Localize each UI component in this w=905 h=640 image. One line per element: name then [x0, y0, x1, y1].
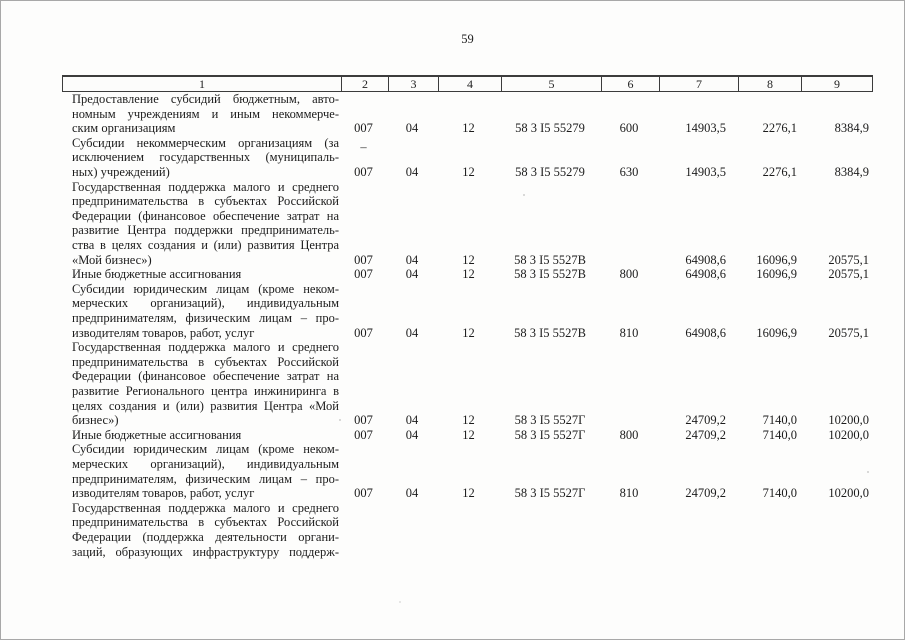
- scan-speck: [523, 194, 525, 196]
- header-cell-9: 9: [801, 77, 872, 91]
- description-line: предпринимателям, физическим лицам – про-: [72, 310, 339, 325]
- header-cell-2: 2: [341, 77, 388, 91]
- description-line: Федерации (финансовое обеспечение затрат на: [72, 369, 339, 384]
- cell-col-4: 12: [462, 325, 475, 340]
- description-line: целях создания и (или) развития Центра «Мой: [72, 398, 339, 413]
- cell-col-6: 810: [619, 325, 639, 340]
- row-description: [72, 282, 339, 340]
- table-row: [62, 267, 873, 282]
- cell-col-7: 14903,5: [685, 121, 726, 136]
- description-line: Субсидии некоммерческим организациям (за: [72, 135, 339, 150]
- cell-col-7: 64908,6: [685, 325, 726, 340]
- row-description: [72, 180, 339, 268]
- table-row: [62, 282, 873, 340]
- cell-col-7: 24709,2: [685, 413, 726, 428]
- cell-col-6: 810: [619, 486, 639, 501]
- scan-speck: [399, 601, 401, 603]
- table-row: [62, 340, 873, 428]
- cell-col-8: 7140,0: [762, 427, 797, 442]
- description-line: Государственная поддержка малого и среднего: [72, 179, 339, 194]
- description-line: ных) учреждений): [72, 164, 170, 179]
- cell-col-6: 630: [619, 165, 639, 179]
- description-line: развитие Центра поддержки предприниматель-: [72, 223, 339, 238]
- row-description: [72, 340, 339, 428]
- cell-col-2: 007: [354, 267, 373, 282]
- description-line: изводителям товаров, работ, услуг: [72, 486, 255, 501]
- cell-col-8: 2276,1: [762, 121, 797, 136]
- cell-col-5: 58 3 I5 5527Г: [514, 413, 586, 428]
- row-description: [72, 442, 339, 500]
- cell-col-9: 20575,1: [828, 325, 869, 340]
- cell-col-9: 20575,1: [828, 267, 869, 282]
- cell-col-5: 58 3 I5 5527В: [514, 252, 586, 267]
- cell-col-9: 8384,9: [834, 121, 869, 136]
- cell-col-4: 12: [462, 165, 475, 179]
- description-line: Иные бюджетные ассигнования: [72, 427, 242, 442]
- cell-col-2: 007: [354, 165, 373, 179]
- cell-col-3: 04: [405, 325, 419, 340]
- cell-col-9: 10200,0: [828, 427, 869, 442]
- cell-col-4: 12: [462, 486, 475, 501]
- row-description: [72, 428, 339, 443]
- cell-col-3: 04: [405, 486, 419, 501]
- cell-col-9: 10200,0: [828, 413, 869, 428]
- description-line: предпринимательства в субъектах Российской: [72, 354, 339, 369]
- description-line: мерческих организаций), индивидуальным: [72, 296, 339, 311]
- cell-col-3: 04: [405, 267, 419, 282]
- cell-col-2: 007: [354, 325, 373, 340]
- description-line: предпринимательства в субъектах Российской: [72, 515, 339, 530]
- cell-col-4: 12: [462, 267, 475, 282]
- description-line: предпринимателям, физическим лицам – про-: [72, 471, 339, 486]
- cell-col-8: 2276,1: [762, 165, 797, 179]
- header-cell-1: 1: [199, 77, 205, 91]
- description-line: исключением государственных (муниципаль-: [72, 150, 339, 165]
- scan-speck: [867, 471, 869, 473]
- table-row: [62, 180, 873, 268]
- header-cell-5: 5: [501, 77, 601, 91]
- header-cell-8: 8: [738, 77, 801, 91]
- cell-col-7: 24709,2: [685, 427, 726, 442]
- cell-col-9: 20575,1: [828, 252, 869, 267]
- row-description: [72, 92, 339, 136]
- cell-col-4: 12: [462, 121, 475, 136]
- description-line: Государственная поддержка малого и среднего: [72, 500, 339, 515]
- cell-col-6: 800: [619, 427, 639, 442]
- description-line: Иные бюджетные ассигнования: [72, 267, 242, 282]
- cell-col-7: 64908,6: [685, 252, 726, 267]
- cell-col-8: 16096,9: [756, 267, 797, 282]
- table-row: [62, 92, 873, 136]
- description-line: заций, образующих инфраструктуру поддерж-: [72, 544, 339, 559]
- cell-col-7: 14903,5: [685, 165, 726, 179]
- table-row: [62, 501, 873, 559]
- cell-col-3: 04: [405, 121, 419, 136]
- row-description: [72, 267, 339, 282]
- cell-col-4: 12: [462, 252, 475, 267]
- cell-col-2: 007: [354, 427, 373, 442]
- description-line: Субсидии юридическим лицам (кроме неком-: [72, 442, 339, 457]
- header-cell-7: 7: [659, 77, 738, 91]
- cell-col-2: 007: [354, 413, 373, 428]
- scan-speck: [339, 419, 341, 421]
- cell-col-8: 16096,9: [756, 325, 797, 340]
- table-row: [62, 428, 873, 443]
- cell-col-8: 16096,9: [756, 252, 797, 267]
- table-header-row: [62, 75, 873, 92]
- description-line: ства в целях создания и (или) развития Центра: [72, 237, 339, 252]
- budget-table: [62, 75, 873, 559]
- cell-col-6: 600: [619, 121, 639, 136]
- description-line: Предоставление субсидий бюджетным, авто-: [72, 92, 339, 106]
- cell-col-5: 58 3 I5 5527В: [514, 325, 586, 340]
- cell-col-3: 04: [405, 427, 419, 442]
- description-line: Государственная поддержка малого и среднего: [72, 340, 339, 355]
- cell-col-3: 04: [405, 413, 419, 428]
- cell-col-5: 58 3 I5 55279: [515, 165, 585, 179]
- header-cell-3: 3: [388, 77, 438, 91]
- cell-col-9: 10200,0: [828, 486, 869, 501]
- cell-col-4: 12: [462, 413, 475, 428]
- cell-col-7: 24709,2: [685, 486, 726, 501]
- table-row: [62, 136, 873, 180]
- cell-col-6: 800: [619, 267, 639, 282]
- row-description: [72, 501, 339, 559]
- page-number: 59: [461, 32, 474, 46]
- description-line: Федерации (поддержка деятельности органи-: [72, 529, 339, 544]
- cell-col-5: 58 3 I5 5527Г: [514, 427, 586, 442]
- description-line: предпринимательства в субъектах Российской: [72, 194, 339, 209]
- cell-col-3: 04: [405, 252, 419, 267]
- cell-col-2: 007: [354, 121, 373, 136]
- description-line: Субсидии юридическим лицам (кроме неком-: [72, 281, 339, 296]
- cell-col-2: 007: [354, 486, 373, 501]
- description-line: бизнес»): [72, 413, 119, 428]
- cell-col-7: 64908,6: [685, 267, 726, 282]
- cell-col-9: 8384,9: [834, 165, 869, 179]
- description-line: мерческих организаций), индивидуальным: [72, 456, 339, 471]
- cell-col-8: 7140,0: [762, 486, 797, 501]
- description-line: ским организациям: [72, 121, 176, 136]
- table-row: [62, 442, 873, 500]
- header-cell-6: 6: [601, 77, 659, 91]
- cell-col-5: 58 3 I5 5527Г: [514, 486, 586, 501]
- description-line: изводителям товаров, работ, услуг: [72, 325, 255, 340]
- cell-col-3: 04: [405, 165, 419, 179]
- description-line: развитие Регионального центра инжиниринга в: [72, 383, 339, 398]
- description-line: Федерации (финансовое обеспечение затрат на: [72, 208, 339, 223]
- header-cell-4: 4: [438, 77, 501, 91]
- description-line: номным учреждениям и иным некоммерче-: [72, 106, 339, 121]
- cell-col-4: 12: [462, 427, 475, 442]
- cell-col-8: 7140,0: [762, 413, 797, 428]
- cell-col-2: 007: [354, 252, 373, 267]
- description-line: «Мой бизнес»): [72, 252, 152, 267]
- cell-col-5: 58 3 I5 5527В: [514, 267, 586, 282]
- row-description: [72, 136, 339, 180]
- scan-dash-artifact: –: [360, 139, 367, 154]
- cell-col-5: 58 3 I5 55279: [515, 121, 585, 136]
- table-body: [62, 92, 873, 559]
